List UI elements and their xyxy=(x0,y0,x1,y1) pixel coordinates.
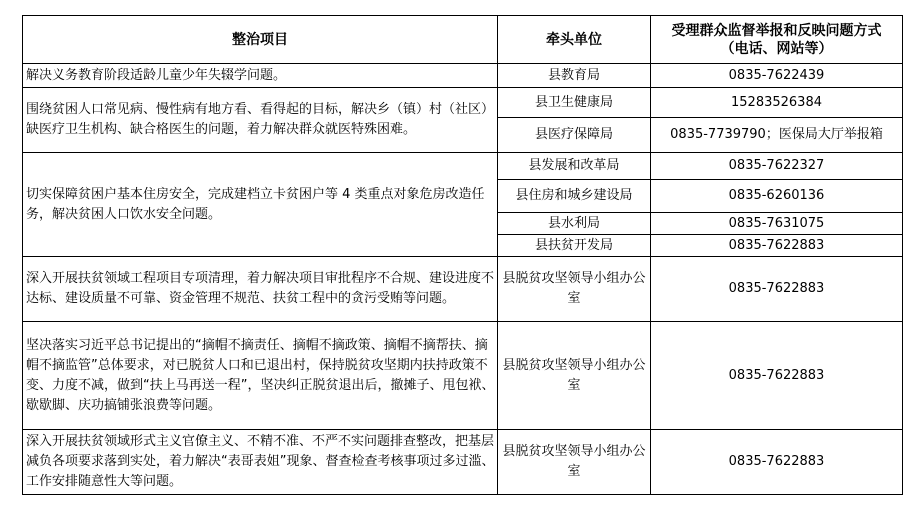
project-cell: 坚决落实习近平总书记提出的“摘帽不摘责任、摘帽不摘政策、摘帽不摘帮扶、摘帽不摘监管”总体要求，对已脱贫人口和已退出村，保持脱贫攻坚期内扶持政策不变、力度不减，做到“扶上马再送一程”，坚决纠正脱贫退出后，撤摊子、甩包袱、歇歇脚、庆功搞铺张浪费等问题。 xyxy=(23,322,498,430)
contact-cell: 0835-7622327 xyxy=(651,153,903,180)
unit-cell: 县扶贫开发局 xyxy=(498,235,651,257)
table-row xyxy=(23,153,903,180)
project-cell: 围绕贫困人口常见病、慢性病有地方看、看得起的目标，解决乡（镇）村（社区）缺医疗卫生机构、缺合格医生的问题，着力解决群众就医特殊困难。 xyxy=(23,88,498,153)
project-cell: 切实保障贫困户基本住房安全，完成建档立卡贫困户等 4 类重点对象危房改造任务，解决贫困人口饮水安全问题。 xyxy=(23,153,498,257)
table-row xyxy=(23,64,903,88)
header-lead-unit: 牵头单位 xyxy=(498,16,651,64)
contact-cell: 0835-7622883 xyxy=(651,235,903,257)
rectification-table xyxy=(22,15,903,495)
unit-cell: 县医疗保障局 xyxy=(498,118,651,153)
header-contact-method: 受理群众监督举报和反映问题方式 （电话、网站等） xyxy=(651,16,903,64)
contact-cell: 0835-7622883 xyxy=(651,322,903,430)
unit-cell: 县卫生健康局 xyxy=(498,88,651,118)
unit-cell: 县脱贫攻坚领导小组办公室 xyxy=(498,257,651,322)
unit-cell: 县发展和改革局 xyxy=(498,153,651,180)
contact-cell: 0835-7739790；医保局大厅举报箱 xyxy=(651,118,903,153)
header-project: 整治项目 xyxy=(23,16,498,64)
unit-cell: 县水利局 xyxy=(498,213,651,235)
contact-cell: 0835-7631075 xyxy=(651,213,903,235)
contact-cell: 0835-6260136 xyxy=(651,180,903,213)
contact-cell: 0835-7622883 xyxy=(651,257,903,322)
project-cell: 解决义务教育阶段适龄儿童少年失辍学问题。 xyxy=(23,64,498,88)
contact-cell: 0835-7622439 xyxy=(651,64,903,88)
project-cell: 深入开展扶贫领域形式主义官僚主义、不精不准、不严不实问题排查整改，把基层减负各项要求落到实处，着力解决“表哥表姐”现象、督查检查考核事项过多过滥、工作安排随意性大等问题。 xyxy=(23,430,498,495)
unit-cell: 县教育局 xyxy=(498,64,651,88)
project-cell: 深入开展扶贫领域工程项目专项清理，着力解决项目审批程序不合规、建设进度不达标、建设质量不可靠、资金管理不规范、扶贫工程中的贪污受贿等问题。 xyxy=(23,257,498,322)
table-container xyxy=(22,15,902,495)
unit-cell: 县脱贫攻坚领导小组办公室 xyxy=(498,430,651,495)
contact-cell: 15283526384 xyxy=(651,88,903,118)
table-row xyxy=(23,88,903,118)
unit-cell: 县住房和城乡建设局 xyxy=(498,180,651,213)
unit-cell: 县脱贫攻坚领导小组办公室 xyxy=(498,322,651,430)
table-row xyxy=(23,322,903,430)
table-row xyxy=(23,257,903,322)
table-row xyxy=(23,430,903,495)
contact-cell: 0835-7622883 xyxy=(651,430,903,495)
